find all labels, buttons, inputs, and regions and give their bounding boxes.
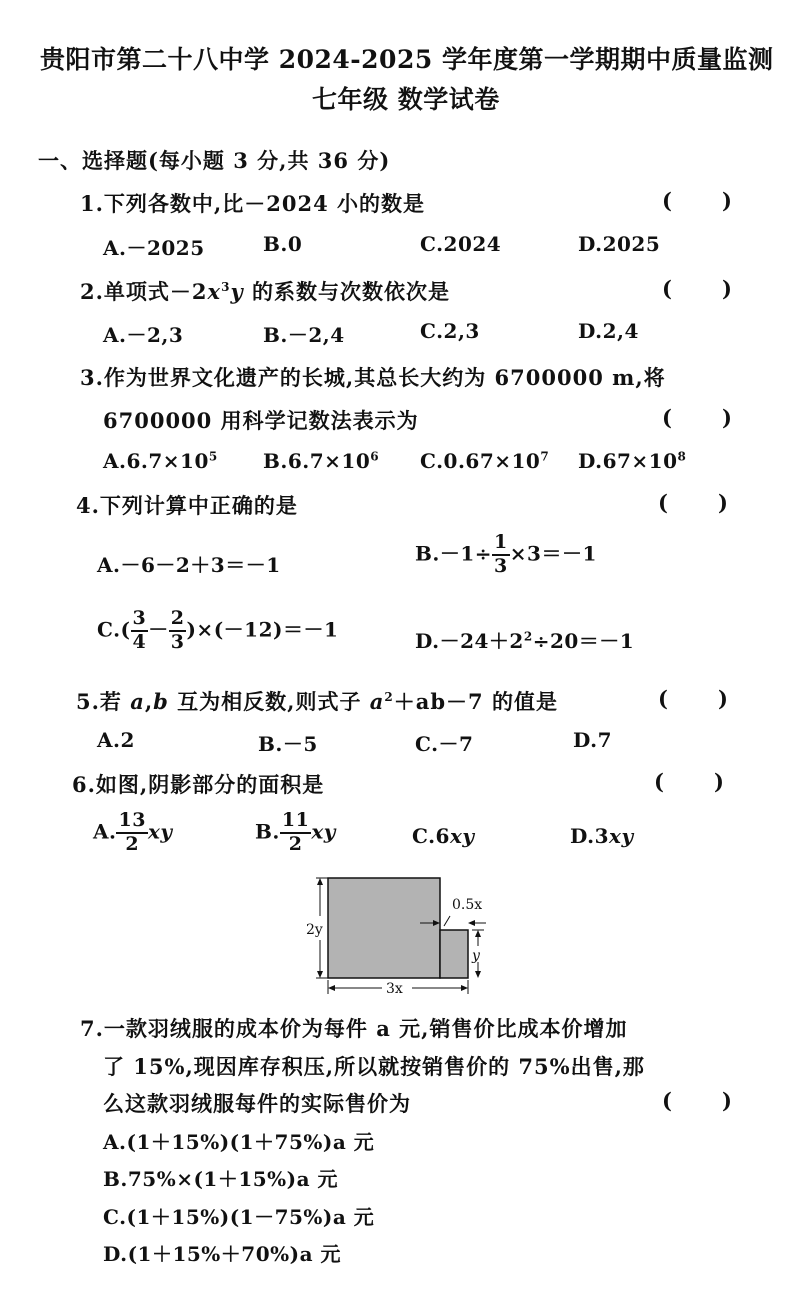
answer-blank-6[interactable]: ( ) [654,769,724,794]
answer-blank-3[interactable]: ( ) [662,405,732,430]
section-heading: 一、选择题(每小题 3 分,共 36 分) [38,148,391,173]
q5-option-d: D.7 [573,728,613,752]
q6-option-b: B. $\frac{11}{2}$ xy [255,809,336,855]
q3-option-a: $A.6.7\times 10^5$ [103,449,218,473]
question-4-stem: 4.下列计算中正确的是 [76,493,298,518]
q7-option-c: C.(1＋15%)(1－75%)a 元 [103,1205,375,1229]
label-2y: 2y [306,922,323,938]
q6-option-d: D.3xy [570,824,634,848]
q5-option-a: A.2 [97,728,135,752]
q7-option-a: A.(1＋15%)(1＋75%)a 元 [103,1130,375,1154]
answer-blank-4[interactable]: ( ) [658,490,728,515]
large-shaded-rectangle [328,878,440,978]
exam-title-line1: 贵阳市第二十八中学 2024-2025 学年度第一学期期中质量监测 [40,45,774,74]
q2-option-c: C.2,3 [420,319,480,343]
q7-option-d: D.(1＋15%＋70%)a 元 [103,1242,342,1266]
label-0-5x: 0.5x [452,897,483,913]
q6-option-c: C.6xy [412,824,475,848]
answer-blank-5[interactable]: ( ) [658,686,728,711]
q4-option-a: A.－6－2＋3＝－1 [97,553,281,577]
q1-option-a: A.－2025 [103,236,205,260]
q2-option-b: B.－2,4 [263,323,345,347]
q3-option-d: $D.67\times 10^8$ [578,449,687,473]
label-3x: 3x [386,981,403,997]
question-5-stem: 5.若 a,b 互为相反数,则式子 $a^2+ab-7$ 的值是 [76,689,558,714]
question-3-stem-line1: 3.作为世界文化遗产的长城,其总长大约为 6700000 m,将 [80,365,666,390]
small-shaded-rectangle [440,930,468,978]
q2-option-a: A.－2,3 [103,323,184,347]
answer-blank-7[interactable]: ( ) [662,1088,732,1113]
q4-option-d: $D.-24+2^2\div 20=-1$ [415,629,635,653]
q1-option-c: C.2024 [420,232,502,256]
question-7-stem-line2: 了 15%,现因库存积压,所以就按销售价的 75%出售,那 [103,1054,645,1079]
q7-option-b: B.75%×(1＋15%)a 元 [103,1167,339,1191]
q4-option-b: B.－1÷ $\frac{1}{3}$ ×3＝－1 [415,531,597,577]
question-1-stem: 1.下列各数中,比－2024 小的数是 [80,191,425,216]
answer-blank-2[interactable]: ( ) [662,276,732,301]
question-3-stem-line2: 6700000 用科学记数法表示为 [103,408,419,433]
q1-option-d: D.2025 [578,232,661,256]
exam-title-line2: 七年级 数学试卷 [312,85,500,114]
question-2-stem: 2.单项式$-2x^3y$ 的系数与次数依次是 [80,279,450,304]
question-7-stem-line1: 7.一款羽绒服的成本价为每件 a 元,销售价比成本价增加 [80,1016,628,1041]
q6-option-a: A. $\frac{13}{2}$ xy [93,809,173,855]
q3-option-b: $B.6.7\times 10^6$ [263,449,380,473]
question-6-stem: 6.如图,阴影部分的面积是 [72,772,325,797]
answer-blank-1[interactable]: ( ) [662,188,732,213]
q5-option-b: B.－5 [258,732,318,756]
question-7-stem-line3: 么这款羽绒服每件的实际售价为 [103,1091,411,1116]
q2-option-d: D.2,4 [578,319,639,343]
q1-option-b: B.0 [263,232,303,256]
shaded-area-figure [300,868,500,1003]
label-y: y [472,948,480,964]
q5-option-c: C.－7 [415,732,474,756]
q3-option-c: $C.0.67\times 10^7$ [420,449,550,473]
q4-option-c: C.( $\frac{3}{4}$ － $\frac{2}{3}$ )×(－12)＝－1 [97,607,339,653]
